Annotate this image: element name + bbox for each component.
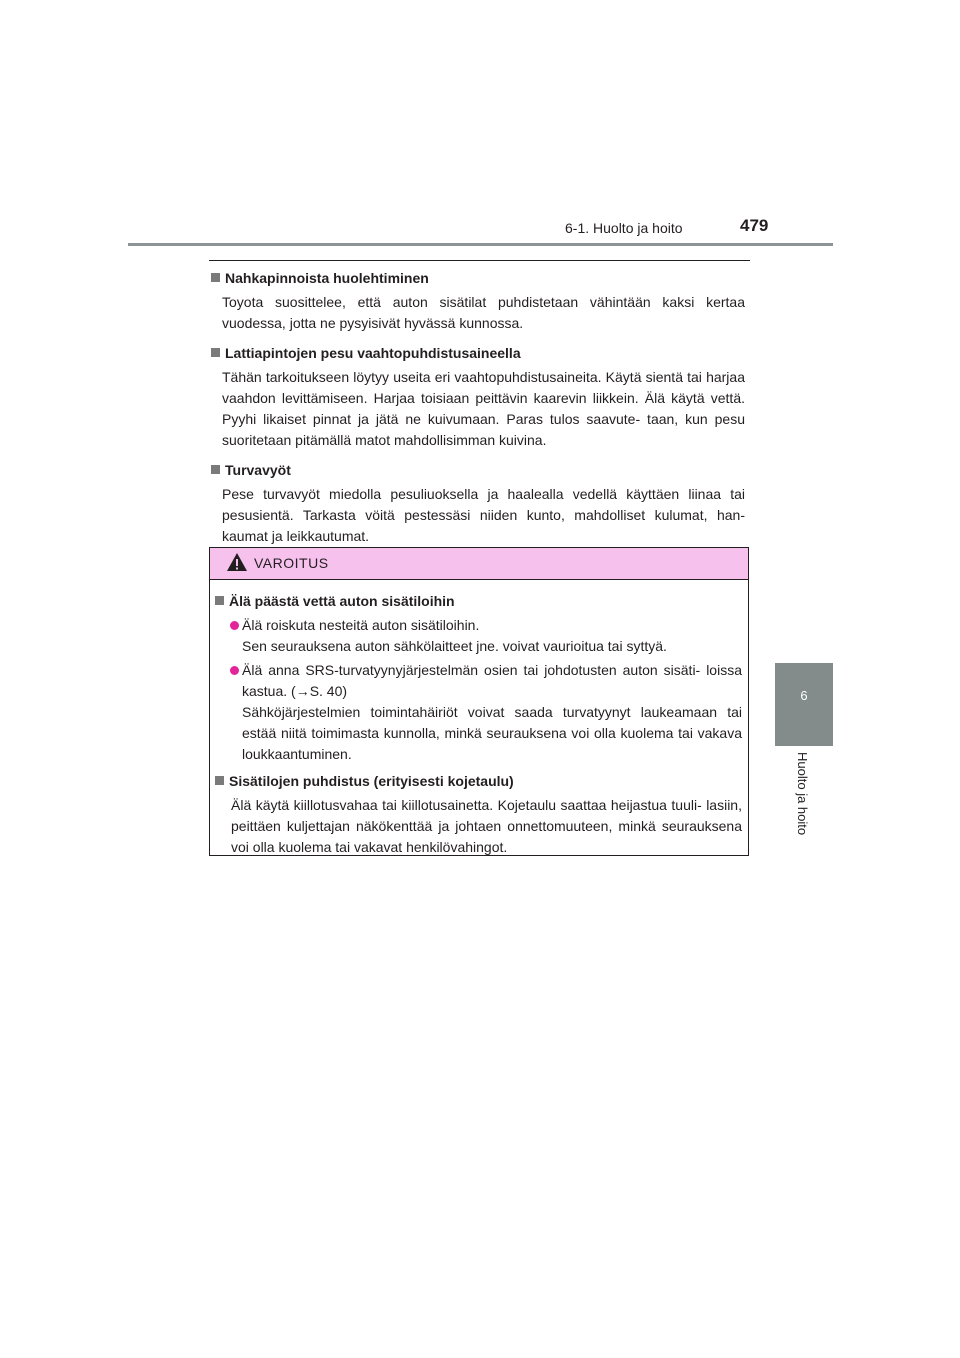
- content-top-rule: [209, 260, 750, 261]
- section-body: Pese turvavyöt miedolla pesuliuoksella ja haalealla vedellä käyttäen liinaa tai pesusientä. Tarkasta vöitä pestessäsi niiden kunto, mahdolliset kulumat, han- kaumat ja leikkautumat.: [222, 486, 745, 544]
- warning-title: VAROITUS: [254, 555, 329, 571]
- warning-triangle-icon: [226, 552, 248, 572]
- section-leather: [211, 268, 745, 334]
- section-title: Turvavyöt: [225, 462, 291, 478]
- section-seatbelts: [211, 460, 745, 547]
- warning-section-body: Älä käytä kiillotusvahaa tai kiillotusainetta. Kojetaulu saattaa heijastua tuuli- lasiin, peittäen kuljettajan näkökenttää ja johtaen onnettomuuteen, minkä seurauksena voi olla kuolema tai vakavat henkilövahingot.: [231, 797, 742, 855]
- warning-section-title: Älä päästä vettä auton sisätiloihin: [229, 593, 455, 609]
- bullet-dot-icon: [230, 621, 239, 630]
- bullet-dot-icon: [230, 666, 239, 675]
- chapter-side-label: [796, 752, 812, 862]
- section-floor: [211, 343, 745, 451]
- square-bullet-icon: [215, 596, 224, 605]
- warning-bullet: Älä roiskuta nesteitä auton sisätiloihin. Sen seurauksena auton sähkölaitteet jne. voivat vaurioitua tai syttyä.: [215, 615, 742, 657]
- main-content: [211, 268, 745, 556]
- warning-section-title: Sisätilojen puhdistus (erityisesti kojetaulu): [229, 773, 514, 789]
- page-number: 479: [740, 216, 769, 235]
- section-body: Tähän tarkoitukseen löytyy useita eri vaahtopuhdistusaineita. Käytä sientä tai harjaa vaahdon levittämiseen. Harjaa toisiaan peittävin kaarevin liikkein. Älä käytä vettä. Pyyhi likaiset pinnat ja jätä ne kuivumaan. Paras tulos saavute- taan, kun pesu suoritetaan pitämällä matot mahdollisimman kuivina.: [222, 369, 745, 448]
- warning-section-dashboard: [215, 771, 742, 858]
- section-title: Lattiapintojen pesu vaahtopuhdistusaineella: [225, 345, 521, 361]
- square-bullet-icon: [211, 465, 220, 474]
- warning-header: [210, 548, 748, 580]
- chapter-side-label-text: Huolto ja hoito: [795, 752, 810, 836]
- square-bullet-icon: [211, 273, 220, 282]
- warning-box: [209, 547, 749, 856]
- chapter-tab: [775, 663, 833, 746]
- header-rule: [128, 243, 833, 246]
- chapter-number: 6: [800, 688, 808, 703]
- header-section-title: 6-1. Huolto ja hoito: [565, 220, 683, 236]
- warning-section-water: [215, 591, 742, 765]
- section-title: Nahkapinnoista huolehtiminen: [225, 270, 429, 286]
- square-bullet-icon: [215, 776, 224, 785]
- square-bullet-icon: [211, 348, 220, 357]
- section-body: Toyota suosittelee, että auton sisätilat puhdistetaan vähintään kaksi kertaa vuodessa, jotta ne pysyisivät hyvässä kunnossa.: [222, 294, 745, 331]
- warning-bullet: Älä anna SRS-turvatyynyjärjestelmän osien tai johdotusten auton sisäti- loissa kastua. (→S. 40) Sähköjärjestelmien toimintahäiriöt voivat saada turvatyynyt laukeamaan tai estää niitä toimimasta kunnolla, minkä seurauksena voi olla kuolema tai vakava loukkaantuminen.: [215, 660, 742, 765]
